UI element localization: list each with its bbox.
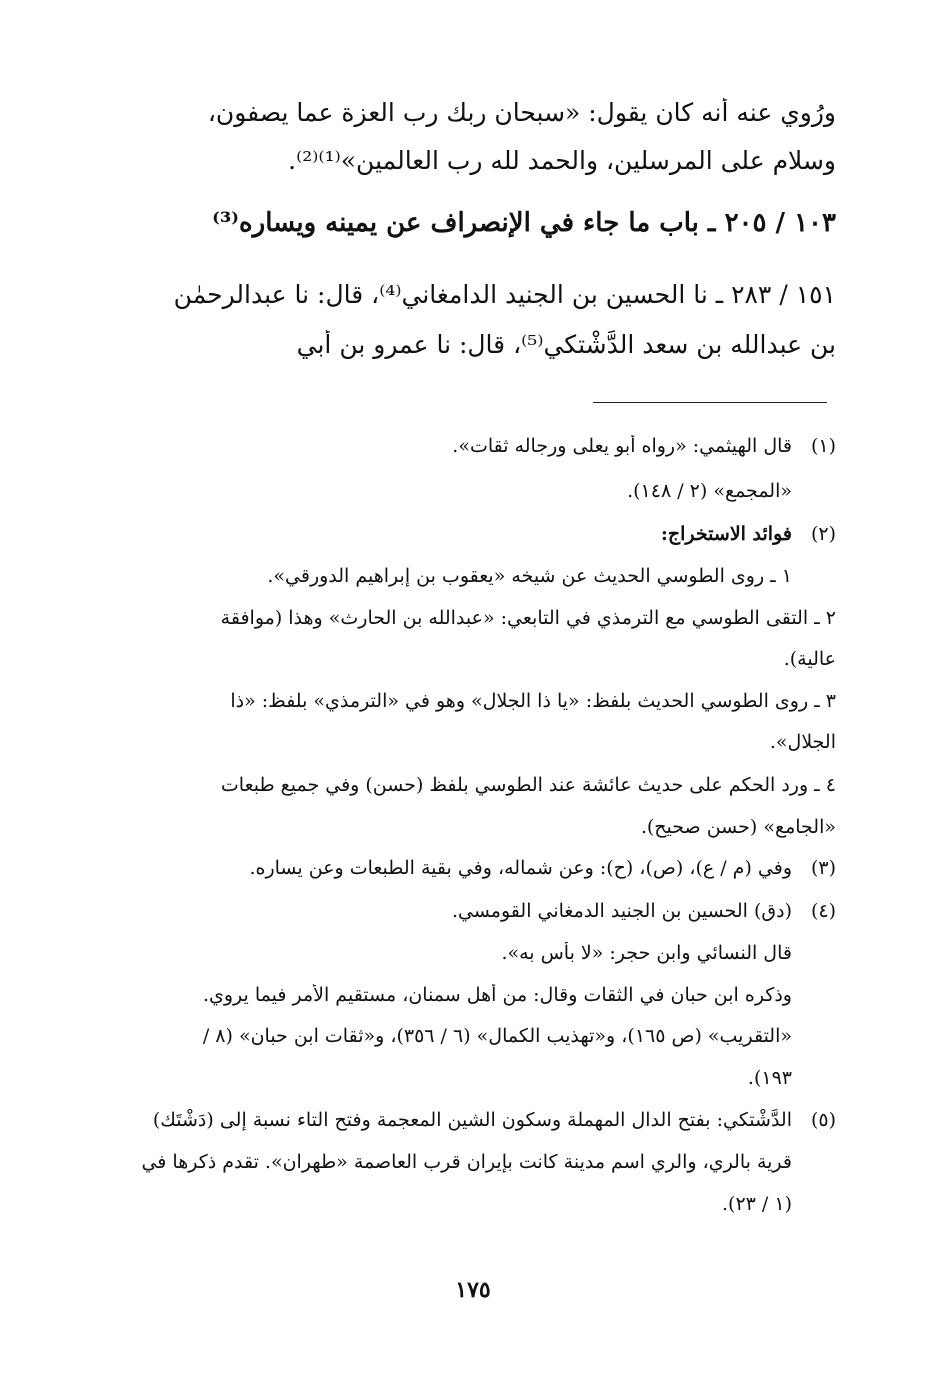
footnote-text: (دق) الحسين بن الجنيد الدمغاني القومسي. [451, 900, 792, 922]
body-line-1: ورُوِي عنه أنه كان يقول: «سبحان ربك رب العزة عما يصفون، [207, 98, 836, 127]
footnote-4-line-5: ١٩٣). [747, 1067, 792, 1089]
footnote-text: الدَّشْتكي: بفتح الدال المهملة وسكون الشين المعجمة وفتح التاء نسبة إلى (دَشْتَك) [152, 1109, 792, 1131]
footnote-1 [110, 435, 836, 457]
footnote-2-item-1: ١ ـ روى الطوسي الحديث عن شيخه «يعقوب بن إبراهيم الدورقي». [267, 565, 792, 587]
footnote-text: وفي (م / ع)، (ص)، (ح): وعن شماله، وفي بقية الطبعات وعن يساره. [249, 857, 792, 879]
footnote-2-item-2-cont: عالية). [783, 648, 836, 670]
footnote-text: قال الهيثمي: «رواه أبو يعلى ورجاله ثقات». [452, 435, 792, 457]
section-heading: ١٠٣ / ٢٠٥ ـ باب ما جاء في الإنصراف عن يمينه ويساره⁽³⁾ [212, 208, 836, 238]
footnote-4-line-4: «التقريب» (ص ١٦٥)، و«تهذيب الكمال» (٦ / ٣٥٦)، و«ثقات ابن حبان» (٨ / [202, 1025, 792, 1047]
footnote-number: (١) [810, 435, 836, 457]
footnote-3 [110, 857, 836, 879]
footnote-5 [110, 1109, 836, 1131]
footnote-2 [110, 523, 836, 545]
footnote-2-item-3: ٣ ـ روى الطوسي الحديث بلفظ: «يا ذا الجلال» وهو في «الترمذي» بلفظ: «ذا [230, 690, 836, 712]
footnote-5-line-3: (١ / ٢٣). [722, 1193, 792, 1215]
footnote-number: (٢) [810, 523, 836, 545]
footnote-4-line-2: قال النسائي وابن حجر: «لا بأس به». [501, 942, 792, 964]
footnote-number: (٤) [810, 900, 836, 922]
footnote-4 [110, 900, 836, 922]
footnote-2-item-2: ٢ ـ التقى الطوسي مع الترمذي في التابعي: «عبدالله بن الحارث» وهذا (موافقة [220, 607, 836, 629]
body-line-2: وسلام على المرسلين، والحمد لله رب العالمين»⁽¹⁾⁽²⁾. [288, 146, 836, 175]
hadith-line-2: بن عبدالله بن سعد الدَّشْتكي⁽⁵⁾، قال: نا عمرو بن أبي [296, 330, 836, 359]
footnote-2-item-4: ٤ ـ ورد الحكم على حديث عائشة عند الطوسي بلفظ (حسن) وفي جميع طبعات [220, 774, 836, 796]
footnote-2-item-4-cont: «الجامع» (حسن صحيح). [640, 816, 836, 838]
footnote-divider [593, 402, 827, 403]
footnote-number: (٥) [810, 1109, 836, 1131]
footnote-5-line-2: قرية بالري، والري اسم مدينة كانت بإيران قرب العاصمة «طهران». تقدم ذكرها في [141, 1151, 792, 1173]
footnote-4-line-3: وذكره ابن حبان في الثقات وقال: من أهل سمنان، مستقيم الأمر فيما يروي. [202, 984, 792, 1006]
hadith-line-1: ١٥١ / ٢٨٣ ـ نا الحسين بن الجنيد الدامغاني⁽⁴⁾، قال: نا عبدالرحمٰن [173, 280, 836, 309]
footnote-1-cont: «المجمع» (٢ / ١٤٨). [627, 480, 792, 502]
page-number: ١٧٥ [455, 1277, 491, 1303]
footnote-text: فوائد الاستخراج: [660, 523, 792, 545]
footnote-2-item-3-cont: الجلال». [769, 731, 836, 753]
footnote-number: (٣) [810, 857, 836, 879]
